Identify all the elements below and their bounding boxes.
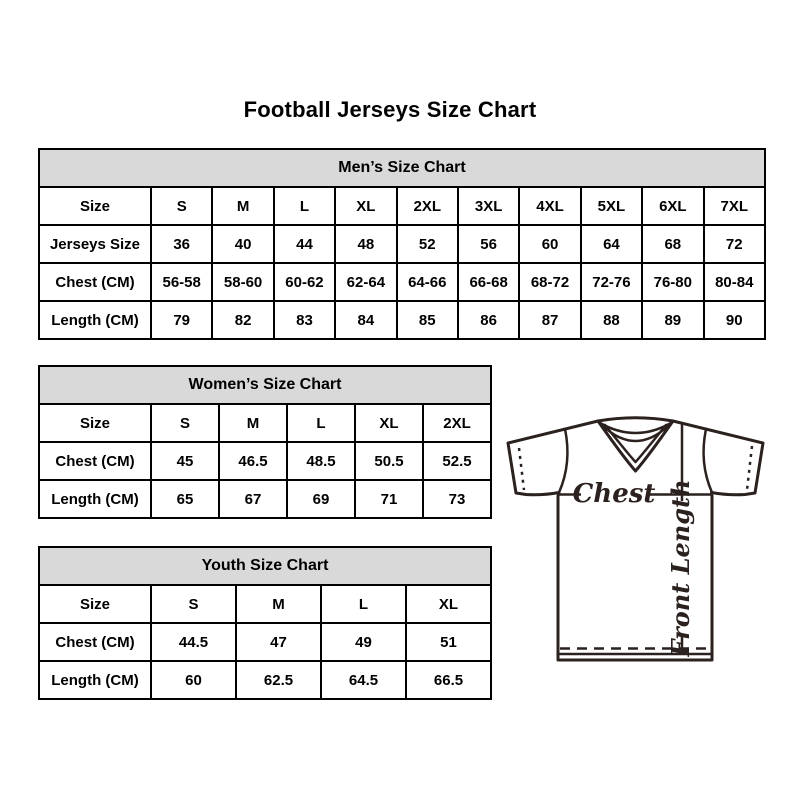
value-cell: 60: [151, 661, 236, 699]
value-cell: XL: [355, 404, 423, 442]
value-cell: 71: [355, 480, 423, 518]
value-cell: 79: [151, 301, 212, 339]
value-cell: 65: [151, 480, 219, 518]
table-row: [39, 263, 765, 301]
value-cell: L: [321, 585, 406, 623]
value-cell: L: [274, 187, 335, 225]
row-header-cell: Chest (CM): [39, 623, 151, 661]
value-cell: 82: [212, 301, 273, 339]
value-cell: 62-64: [335, 263, 396, 301]
value-cell: 66.5: [406, 661, 491, 699]
value-cell: 44: [274, 225, 335, 263]
value-cell: 85: [397, 301, 458, 339]
value-cell: 67: [219, 480, 287, 518]
page-title: Football Jerseys Size Chart: [243, 97, 537, 122]
value-cell: 86: [458, 301, 519, 339]
value-cell: 90: [704, 301, 765, 339]
value-cell: 72-76: [581, 263, 642, 301]
row-header-cell: Jerseys Size: [39, 225, 151, 263]
value-cell: 56-58: [151, 263, 212, 301]
value-cell: 84: [335, 301, 396, 339]
row-header-cell: Length (CM): [39, 301, 151, 339]
value-cell: 69: [287, 480, 355, 518]
value-cell: 66-68: [458, 263, 519, 301]
womens-table-title: Women’s Size Chart: [39, 366, 491, 404]
mens-table-body: [39, 187, 765, 339]
value-cell: XL: [406, 585, 491, 623]
value-cell: 72: [704, 225, 765, 263]
value-cell: 3XL: [458, 187, 519, 225]
value-cell: 62.5: [236, 661, 321, 699]
value-cell: 46.5: [219, 442, 287, 480]
table-row: [39, 187, 765, 225]
chest-label: Chest: [572, 479, 656, 509]
row-header-cell: Length (CM): [39, 480, 151, 518]
value-cell: 60-62: [274, 263, 335, 301]
value-cell: 87: [519, 301, 580, 339]
table-row: [39, 585, 491, 623]
jersey-diagram-icon: [503, 400, 780, 682]
mens-table-title: Men’s Size Chart: [39, 149, 765, 187]
value-cell: 36: [151, 225, 212, 263]
table-title-row: [39, 547, 491, 585]
value-cell: 88: [581, 301, 642, 339]
value-cell: 64.5: [321, 661, 406, 699]
value-cell: 45: [151, 442, 219, 480]
table-row: [39, 301, 765, 339]
row-header-cell: Size: [39, 585, 151, 623]
mens-size-table: [38, 148, 766, 340]
value-cell: 89: [642, 301, 703, 339]
value-cell: 68: [642, 225, 703, 263]
value-cell: L: [287, 404, 355, 442]
value-cell: 47: [236, 623, 321, 661]
value-cell: S: [151, 404, 219, 442]
value-cell: 49: [321, 623, 406, 661]
value-cell: XL: [335, 187, 396, 225]
row-header-cell: Chest (CM): [39, 442, 151, 480]
value-cell: 6XL: [642, 187, 703, 225]
value-cell: 52: [397, 225, 458, 263]
value-cell: 83: [274, 301, 335, 339]
value-cell: 64-66: [397, 263, 458, 301]
value-cell: 4XL: [519, 187, 580, 225]
value-cell: 76-80: [642, 263, 703, 301]
value-cell: 2XL: [397, 187, 458, 225]
value-cell: S: [151, 187, 212, 225]
front-length-label: Front Length: [666, 479, 695, 657]
value-cell: 5XL: [581, 187, 642, 225]
value-cell: S: [151, 585, 236, 623]
table-row: [39, 225, 765, 263]
table-row: [39, 661, 491, 699]
value-cell: 56: [458, 225, 519, 263]
value-cell: 2XL: [423, 404, 491, 442]
value-cell: 40: [212, 225, 273, 263]
table-row: [39, 480, 491, 518]
value-cell: 51: [406, 623, 491, 661]
table-row: [39, 442, 491, 480]
value-cell: 44.5: [151, 623, 236, 661]
value-cell: 60: [519, 225, 580, 263]
row-header-cell: Chest (CM): [39, 263, 151, 301]
womens-size-table: [38, 365, 492, 519]
value-cell: 48: [335, 225, 396, 263]
cuff-dashed-line: [519, 448, 524, 490]
table-row: [39, 623, 491, 661]
jersey-outline: [508, 421, 763, 660]
value-cell: 48.5: [287, 442, 355, 480]
value-cell: 50.5: [355, 442, 423, 480]
table-title-row: [39, 366, 491, 404]
jersey-armhole-seam: [704, 429, 712, 493]
table-title-row: [39, 149, 765, 187]
womens-table-body: [39, 404, 491, 518]
value-cell: 52.5: [423, 442, 491, 480]
table-row: [39, 404, 491, 442]
value-cell: M: [212, 187, 273, 225]
value-cell: M: [219, 404, 287, 442]
row-header-cell: Size: [39, 404, 151, 442]
value-cell: M: [236, 585, 321, 623]
value-cell: 64: [581, 225, 642, 263]
row-header-cell: Size: [39, 187, 151, 225]
value-cell: 7XL: [704, 187, 765, 225]
value-cell: 80-84: [704, 263, 765, 301]
value-cell: 58-60: [212, 263, 273, 301]
youth-size-table: [38, 546, 492, 700]
jersey-armhole-seam: [559, 429, 567, 493]
value-cell: 73: [423, 480, 491, 518]
youth-table-title: Youth Size Chart: [39, 547, 491, 585]
jersey-collar-top: [598, 418, 673, 421]
youth-table-body: [39, 585, 491, 699]
row-header-cell: Length (CM): [39, 661, 151, 699]
cuff-dashed-line: [747, 446, 752, 490]
value-cell: 68-72: [519, 263, 580, 301]
